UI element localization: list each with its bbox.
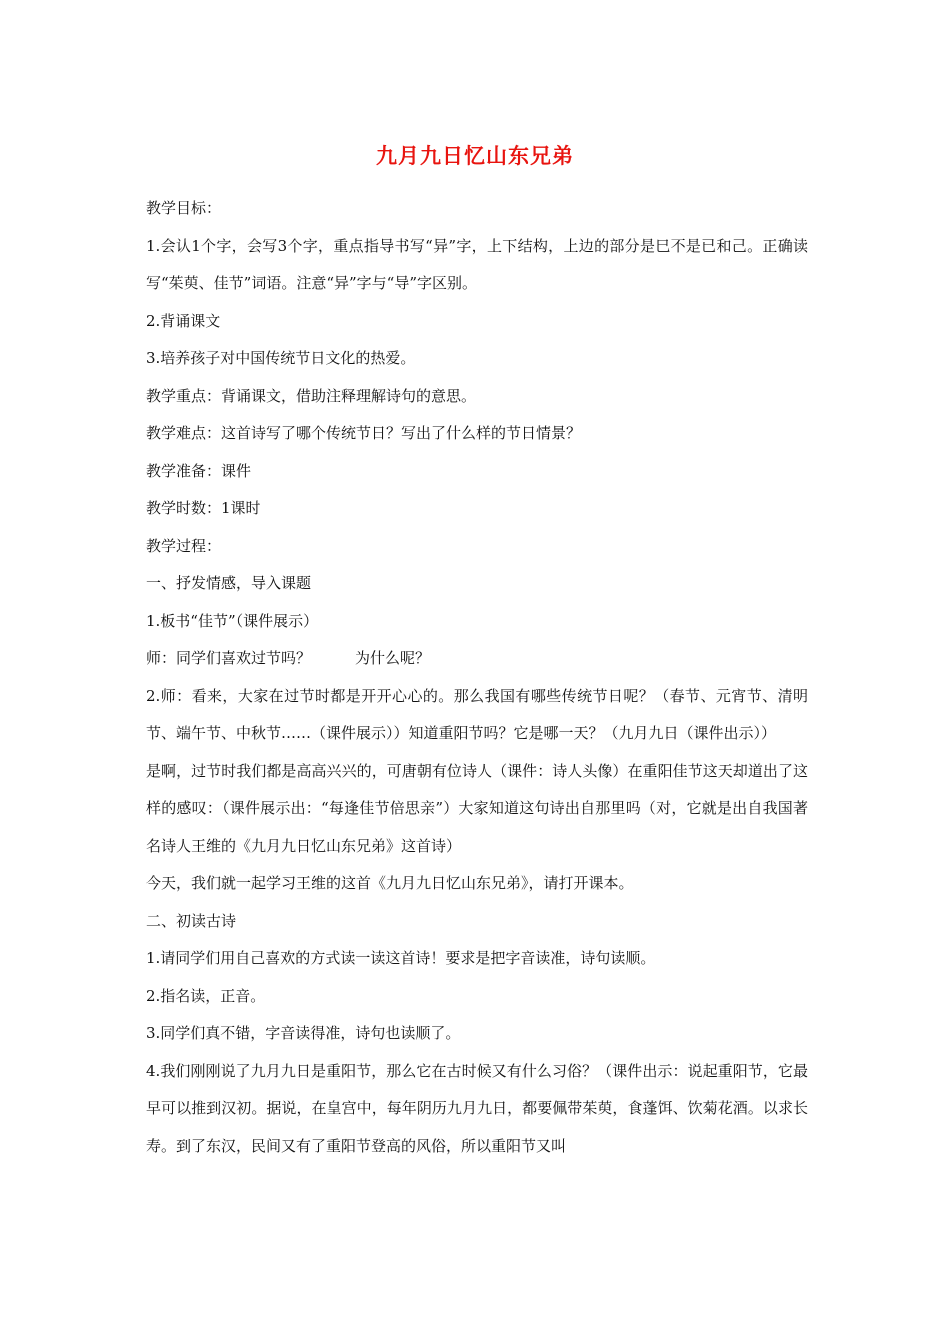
- step-2-4: 4.我们刚刚说了九月九日是重阳节，那么它在古时候又有什么习俗？（课件出示：说起重阳节，它最早可以推到汉初。据说，在皇宫中，每年阴历九月九日，都要佩带茱萸，食蓬饵、饮菊花酒。以求长寿。到了东汉，民间又有了重阳节登高的风俗，所以重阳节又叫: [146, 1061, 808, 1155]
- teacher-question-line: [146, 640, 808, 678]
- document-body: [146, 190, 808, 1165]
- step-2-3: 3.同学们真不错，字音读得准，诗句也读顺了。: [146, 1024, 461, 1042]
- goal-3: 3.培养孩子对中国传统节日文化的热爱。: [146, 349, 416, 367]
- goal-1: 1.会认1个字，会写3个字，重点指导书写“异”字，上下结构，上边的部分是巳不是已和己。正确读写“茱萸、佳节”词语。注意“异”字与“导”字区别。: [146, 236, 808, 292]
- step-1-2: 2.师：看来，大家在过节时都是开开心心的。那么我国有哪些传统节日呢？（春节、元宵节、清明节、端午节、中秋节……（课件展示））知道重阳节吗？它是哪一天？（九月九日（课件出示））: [146, 686, 808, 742]
- section-2-heading: 二、初读古诗: [146, 911, 237, 930]
- step-2-2: 2.指名读，正音。: [146, 986, 266, 1005]
- step-1-intro: 今天，我们就一起学习王维的这首《九月九日忆山东兄弟》，请打开课本。: [146, 874, 634, 892]
- step-1-2-continued: 是啊，过节时我们都是高高兴兴的，可唐朝有位诗人（课件：诗人头像）在重阳佳节这天却道出了这样的感叹：（课件展示出：“每逢佳节倍思亲”）大家知道这句诗出自那里吗（对，它就是出自我国著名诗人王维的《九月九日忆山东兄弟》这首诗）: [146, 761, 808, 855]
- teaching-key-points: 教学重点：背诵课文，借助注释理解诗句的意思。: [146, 386, 477, 405]
- section-1-heading: 一、抒发情感，导入课题: [146, 574, 312, 592]
- heading-teaching-process: 教学过程：: [146, 536, 222, 555]
- teaching-hours: 教学时数：1课时: [146, 499, 261, 517]
- heading-teaching-goals: 教学目标：: [146, 199, 222, 217]
- goal-2: 2.背诵课文: [146, 311, 221, 330]
- document-title: 九月九日忆山东兄弟: [376, 143, 574, 168]
- teaching-preparation: 教学准备：课件: [146, 461, 252, 480]
- teacher-question-2: 为什么呢？: [355, 649, 431, 667]
- teacher-question-1: 师：同学们喜欢过节吗？: [146, 649, 312, 667]
- step-1-1: 1.板书“佳节”（课件展示）: [146, 611, 319, 630]
- teaching-difficulties: 教学难点：这首诗写了哪个传统节日？写出了什么样的节日情景？: [146, 424, 582, 442]
- step-2-1: 1.请同学们用自己喜欢的方式读一读这首诗！要求是把字音读准，诗句读顺。: [146, 949, 656, 967]
